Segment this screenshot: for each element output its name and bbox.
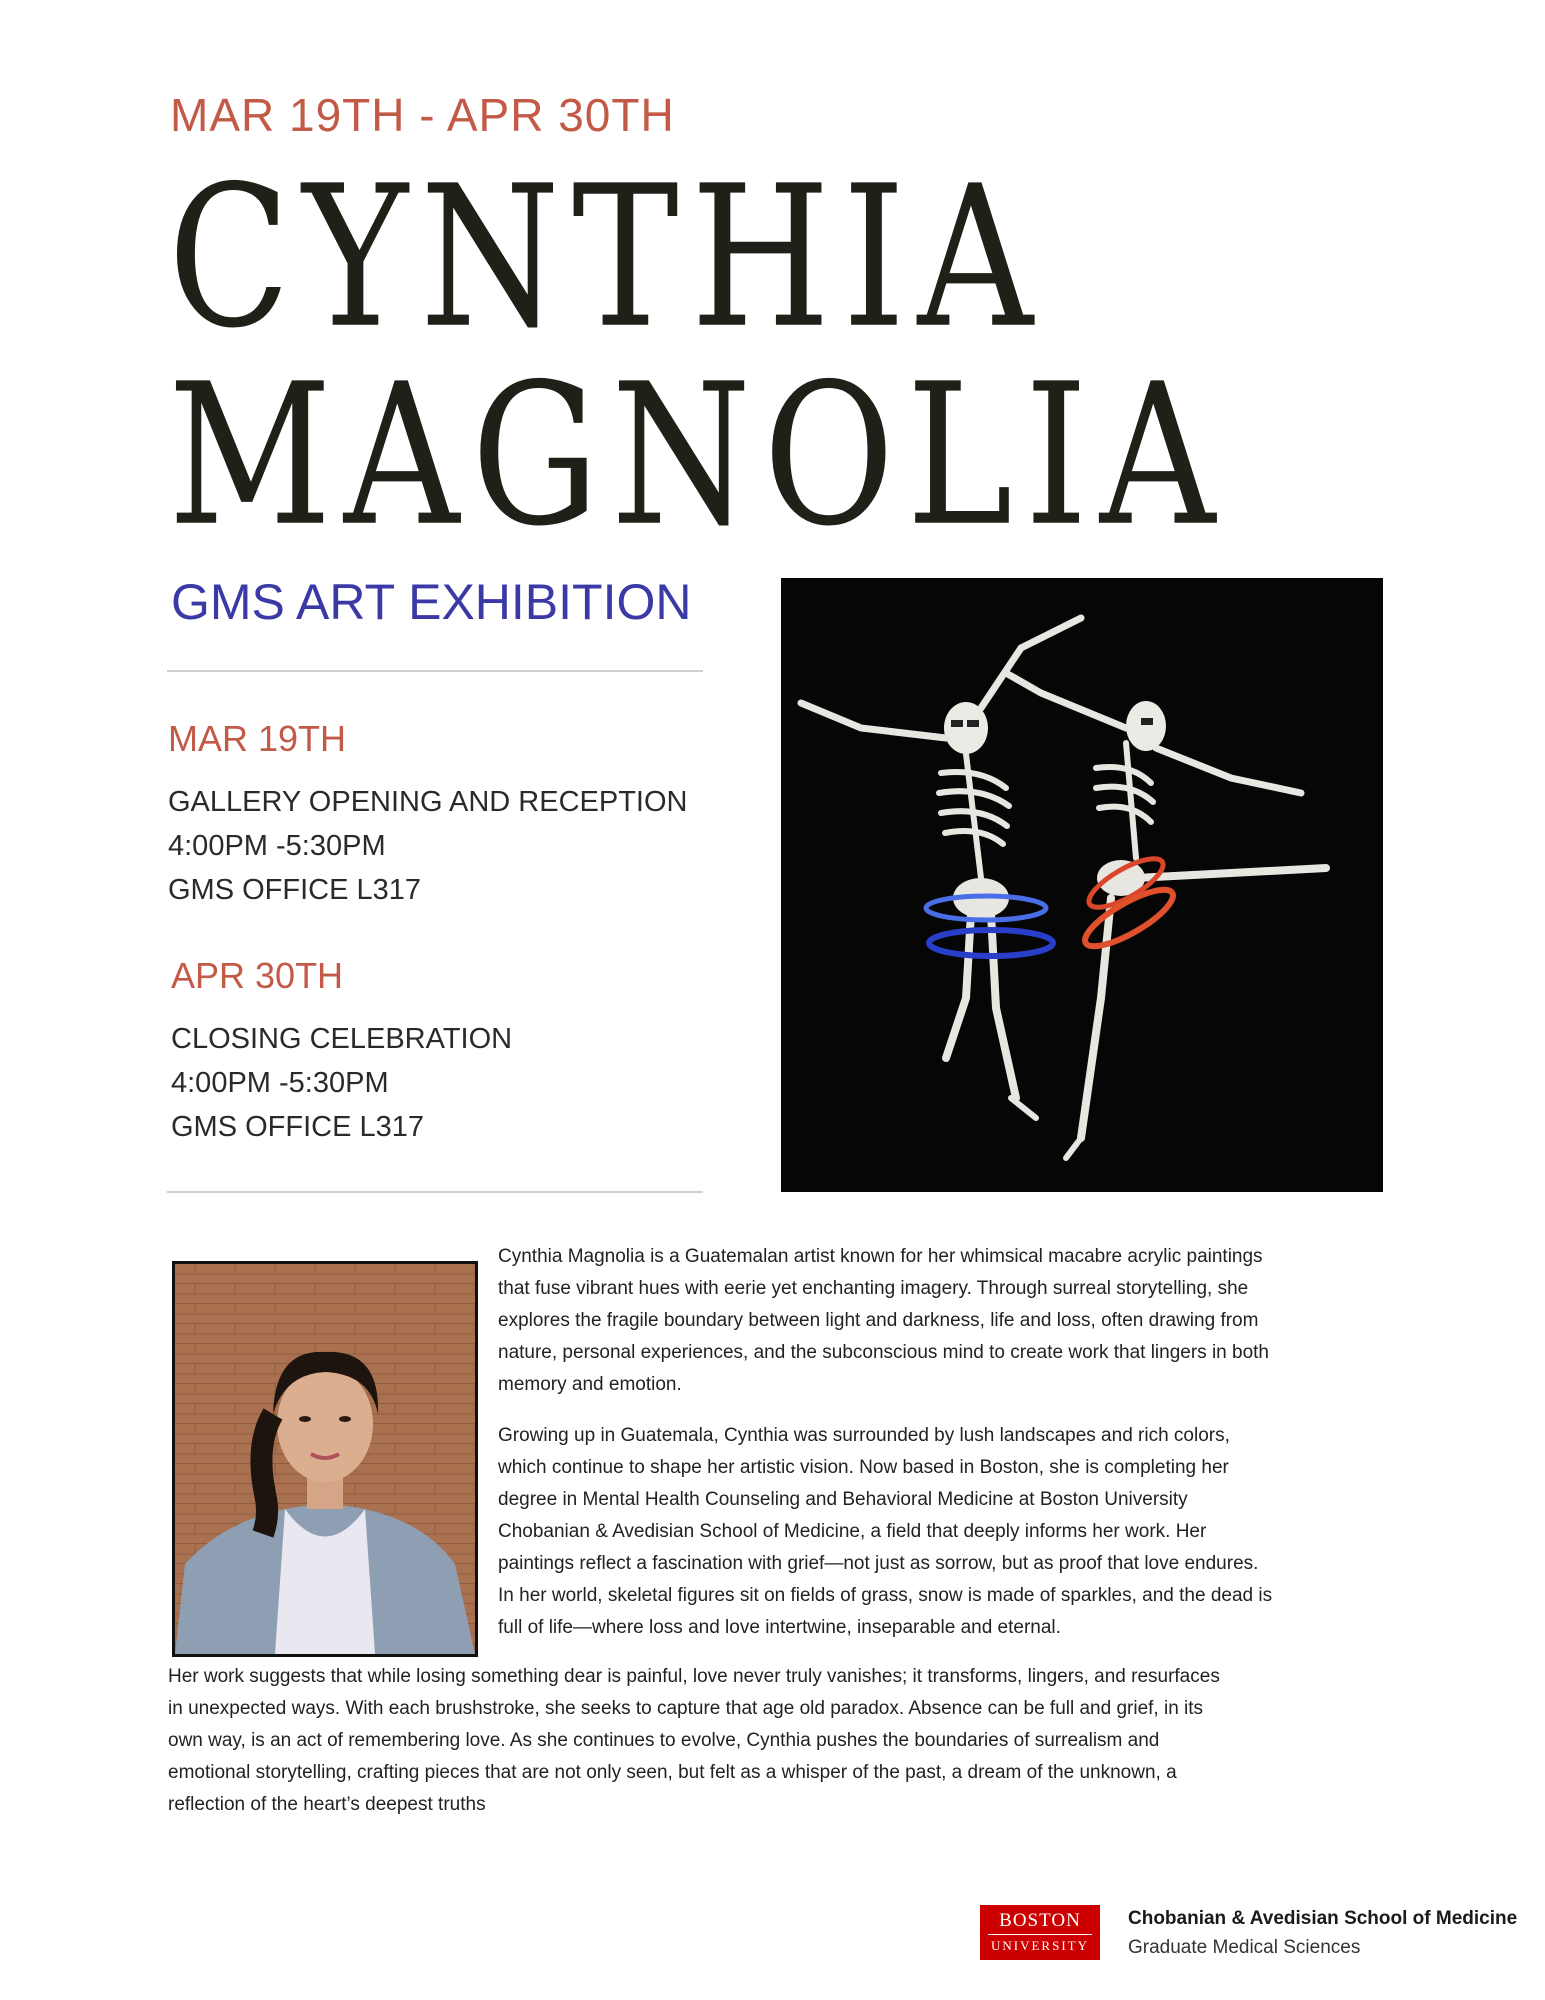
artwork-dancing-skeletons bbox=[781, 578, 1383, 1192]
divider-bottom bbox=[167, 1191, 703, 1193]
event-1-location: GMS OFFICE L317 bbox=[168, 874, 422, 906]
logo-divider bbox=[988, 1934, 1092, 1935]
bio-line: memory and emotion. bbox=[498, 1374, 682, 1395]
bio-line: Chobanian & Avedisian School of Medicine, a field that deeply informs her work. Her bbox=[498, 1521, 1207, 1542]
bio-line: own way, is an act of remembering love. As she continues to evolve, Cynthia pushes the boundaries of surrealism and bbox=[168, 1730, 1160, 1751]
event-1-details bbox=[168, 780, 687, 912]
logo-top-text: BOSTON bbox=[999, 1910, 1081, 1931]
bio-line: emotional storytelling, crafting pieces that are not only seen, but felt as a whisper of the past, a dream of the unknown, a bbox=[168, 1762, 1177, 1783]
bio-line: that fuse vibrant hues with eerie yet enchanting imagery. Through surreal storytelling, she bbox=[498, 1278, 1249, 1299]
event-2-date: APR 30TH bbox=[171, 955, 344, 996]
divider-top bbox=[167, 670, 703, 672]
bio-paragraph-1 bbox=[498, 1241, 1269, 1401]
event-2-location: GMS OFFICE L317 bbox=[171, 1111, 425, 1143]
bio-line: reflection of the heart’s deepest truths bbox=[168, 1794, 486, 1815]
bio-line: full of life—where loss and love intertwine, inseparable and eternal. bbox=[498, 1617, 1061, 1638]
date-range: MAR 19TH - APR 30TH bbox=[170, 89, 675, 141]
logo-bottom-text: UNIVERSITY bbox=[991, 1938, 1089, 1953]
bio-line: paintings reflect a fascination with grief—not just as sorrow, but as proof that love endures. bbox=[498, 1553, 1259, 1574]
bio-line: nature, personal experiences, and the subconscious mind to create work that lingers in both bbox=[498, 1342, 1270, 1363]
event-2-time: 4:00PM -5:30PM bbox=[171, 1067, 389, 1099]
event-1-time: 4:00PM -5:30PM bbox=[168, 830, 386, 862]
bio-line: which continue to shape her artistic vision. Now based in Boston, she is completing her bbox=[498, 1457, 1229, 1478]
event-2-name: CLOSING CELEBRATION bbox=[171, 1023, 513, 1055]
program-name: Graduate Medical Sciences bbox=[1128, 1937, 1361, 1958]
bio-line: In her world, skeletal figures sit on fields of grass, snow is made of sparkles, and the dead is bbox=[498, 1585, 1273, 1606]
bio-line: Her work suggests that while losing something dear is painful, love never truly vanishes; it transforms, lingers, and resurfaces bbox=[168, 1666, 1220, 1687]
school-name: Chobanian & Avedisian School of Medicine bbox=[1128, 1908, 1518, 1929]
bio-line: Growing up in Guatemala, Cynthia was surrounded by lush landscapes and rich colors, bbox=[498, 1425, 1230, 1446]
boston-university-logo bbox=[980, 1905, 1100, 1960]
artist-first-name: CYNTHIA bbox=[168, 142, 1046, 372]
bio-line: explores the fragile boundary between light and darkness, life and loss, often drawing from bbox=[498, 1310, 1259, 1331]
bio-line: degree in Mental Health Counseling and Behavioral Medicine at Boston University bbox=[498, 1489, 1188, 1510]
event-1-name: GALLERY OPENING AND RECEPTION bbox=[168, 786, 688, 818]
bio-line: Cynthia Magnolia is a Guatemalan artist known for her whimsical macabre acrylic paintings bbox=[498, 1246, 1263, 1267]
event-2-details bbox=[171, 1017, 512, 1149]
bio-paragraph-2 bbox=[498, 1420, 1272, 1644]
bio-line: in unexpected ways. With each brushstroke, she seeks to capture that age old paradox. Absence can be full and grief, in its bbox=[168, 1698, 1204, 1719]
bio-paragraph-3 bbox=[168, 1661, 1220, 1821]
event-1-date: MAR 19TH bbox=[168, 718, 347, 759]
exhibition-subtitle: GMS ART EXHIBITION bbox=[171, 574, 692, 630]
artist-last-name: MAGNOLIA bbox=[168, 340, 1228, 570]
artist-photo bbox=[172, 1261, 478, 1657]
